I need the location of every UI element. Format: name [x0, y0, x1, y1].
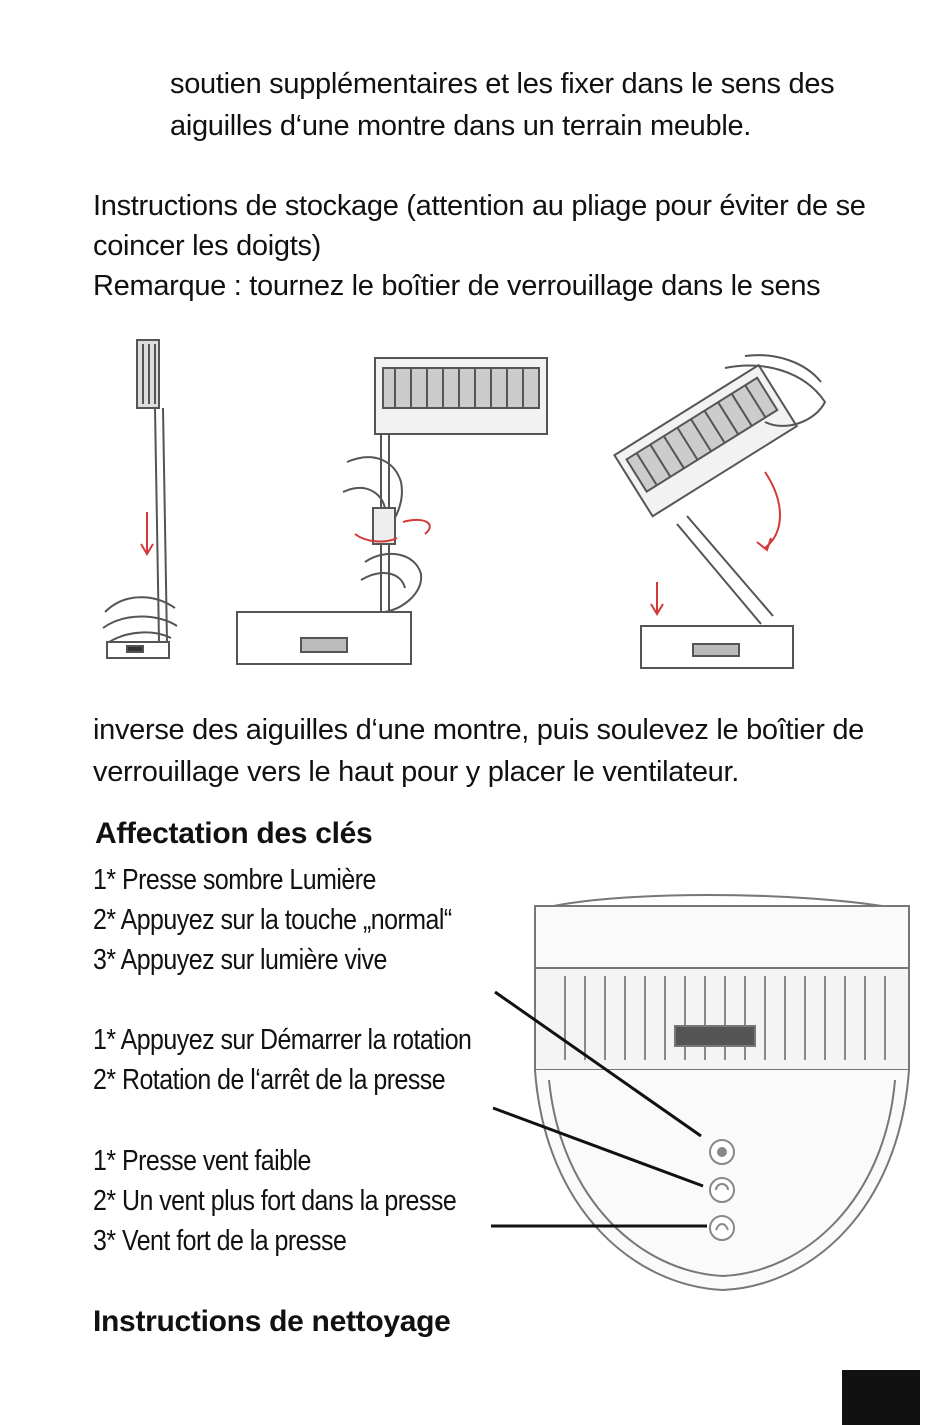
storage-line-4: inverse des aiguilles d‘une montre, puis soulevez le boîtier de: [93, 714, 864, 746]
top-paragraph-line-1: soutien supplémentaires et les fixer dans le sens des: [170, 68, 835, 100]
storage-line-1: Instructions de stockage (attention au pliage pour éviter de se: [93, 190, 866, 222]
rotation-key-line-2: 2* Rotation de l‘arrêt de la presse: [93, 1064, 446, 1096]
light-key-line-3: 3* Appuyez sur lumière vive: [93, 944, 387, 976]
light-key-line-2: 2* Appuyez sur la touche „normal“: [93, 904, 452, 936]
fan-control-panel-diagram: [485, 870, 925, 1300]
control-buttons: [710, 1140, 734, 1240]
wind-key-line-2: 2* Un vent plus fort dans la presse: [93, 1185, 457, 1217]
storage-line-3: Remarque : tournez le boîtier de verrouillage dans le sens: [93, 270, 821, 302]
keys-heading: Affectation des clés: [95, 817, 373, 850]
wind-key-line-1: 1* Presse vent faible: [93, 1145, 311, 1177]
cleaning-heading: Instructions de nettoyage: [93, 1305, 451, 1338]
storage-folding-illustration: [85, 312, 865, 682]
storage-line-2: coincer les doigts): [93, 230, 322, 262]
wind-button-icon: [710, 1216, 734, 1240]
unlocking-figure: [237, 358, 547, 664]
rotation-button-icon: [710, 1178, 734, 1202]
rotation-key-line-1: 1* Appuyez sur Démarrer la rotation: [93, 1024, 472, 1056]
folding-head-figure: [614, 365, 796, 516]
folded-fan-figure: [103, 340, 177, 658]
page-tab-marker: [842, 1370, 920, 1425]
top-paragraph-line-2: aiguilles d‘une montre dans un terrain meuble.: [170, 110, 752, 142]
light-key-line-1: 1* Presse sombre Lumière: [93, 864, 376, 896]
storage-line-5: verrouillage vers le haut pour y placer le ventilateur.: [93, 756, 740, 788]
wind-key-line-3: 3* Vent fort de la presse: [93, 1225, 347, 1257]
